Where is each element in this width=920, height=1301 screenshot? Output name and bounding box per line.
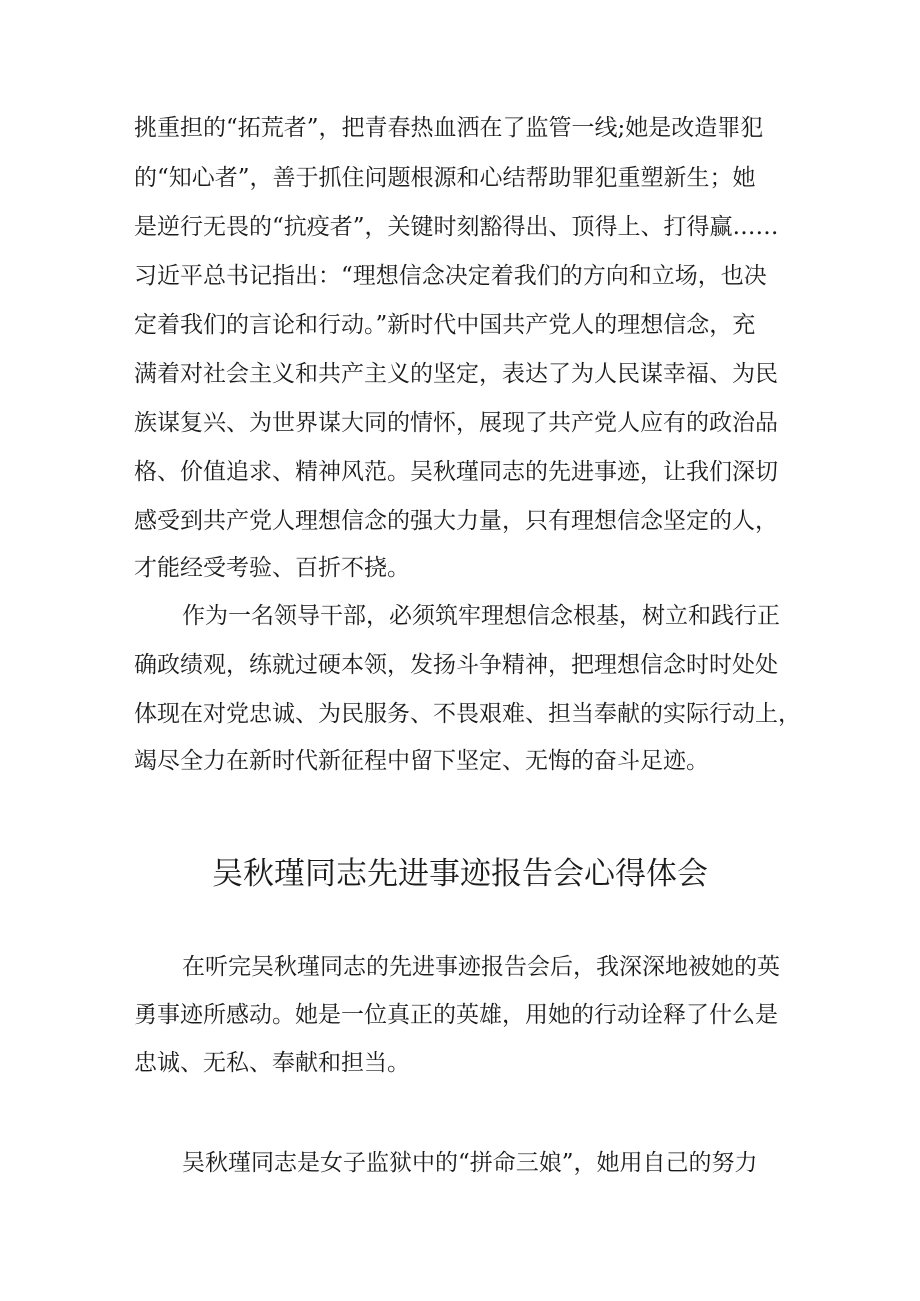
paragraph-line: 在听完吴秋瑾同志的先进事迹报告会后，我深深地被她的英 (182, 954, 780, 980)
paragraph-line: 才能经受考验、百折不挠。 (134, 555, 410, 581)
paragraph-line: 竭尽全力在新时代新征程中留下坚定、无悔的奋斗足迹。 (134, 748, 709, 774)
paragraph-line: 习近平总书记指出：“理想信念决定着我们的方向和立场，也决 (134, 263, 767, 289)
paragraph-line: 族谋复兴、为世界谋大同的情怀，展现了共产党人应有的政治品 (134, 410, 778, 436)
paragraph-line: 确政绩观，练就过硬本领，发扬斗争精神，把理想信念时时处处 (134, 652, 778, 678)
paragraph-line: 吴秋瑾同志是女子监狱中的“拼命三娘”，她用自己的努力 (182, 1150, 758, 1176)
paragraph-line: 作为一名领导干部，必须筑牢理想信念根基，树立和践行正 (182, 603, 780, 629)
paragraph-line: 勇事迹所感动。她是一位真正的英雄，用她的行动诠释了什么是 (134, 1002, 778, 1028)
paragraph-line: 格、价值追求、精神风范。吴秋瑾同志的先进事迹，让我们深切 (134, 459, 778, 485)
paragraph-line: 满着对社会主义和共产主义的坚定，表达了为人民谋幸福、为民 (134, 361, 778, 387)
paragraph-line: 体现在对党忠诚、为民服务、不畏艰难、担当奉献的实际行动上， (134, 701, 801, 727)
paragraph-line: 挑重担的“拓荒者”，把青春热血洒在了监管一线;她是改造罪犯 (134, 115, 764, 141)
paragraph-line: 忠诚、无私、奉献和担当。 (134, 1050, 410, 1076)
paragraph-line: 的“知心者”，善于抓住问题根源和心结帮助罪犯重塑新生；她 (134, 165, 756, 191)
paragraph-line: 感受到共产党人理想信念的强大力量，只有理想信念坚定的人， (134, 508, 778, 534)
paragraph-line: 是逆行无畏的“抗疫者”，关键时刻豁得出、顶得上、打得赢…… (134, 214, 779, 240)
paragraph-line: 定着我们的言论和行动。”新时代中国共产党人的理想信念，充 (134, 312, 756, 338)
article-title: 吴秋瑾同志先进事迹报告会心得体会 (212, 856, 708, 892)
